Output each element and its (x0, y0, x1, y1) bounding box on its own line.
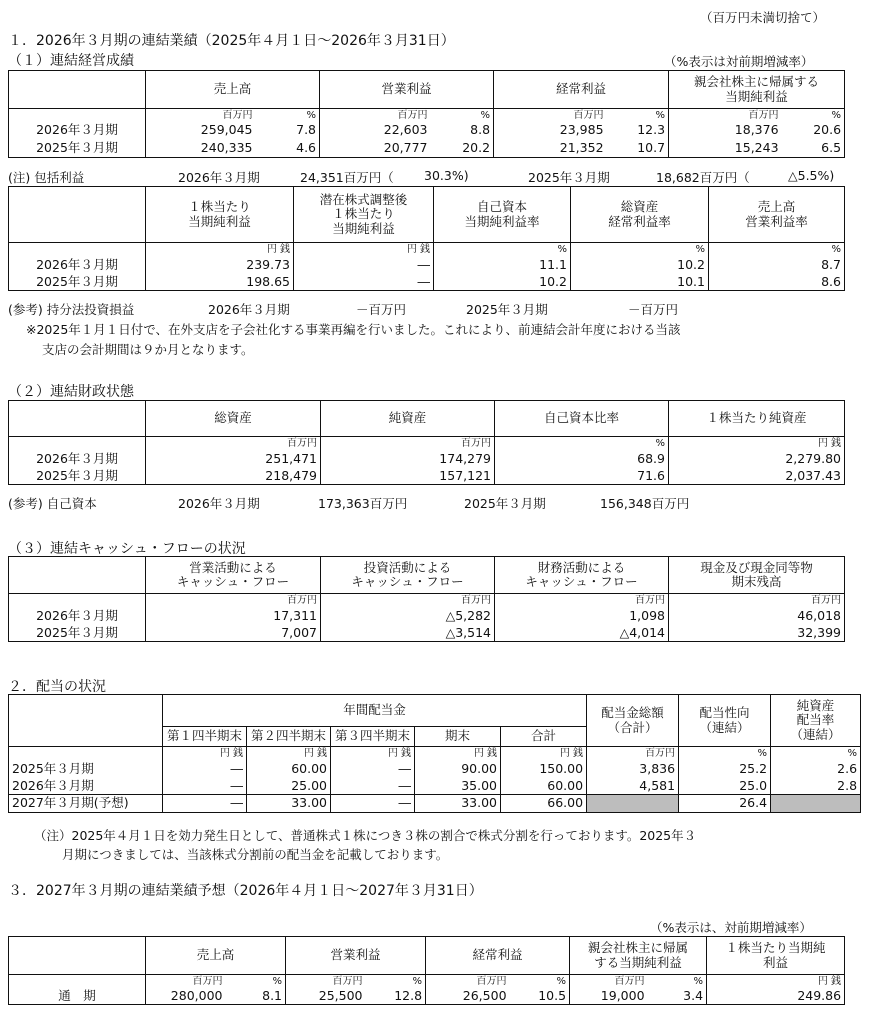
header-doe (771, 695, 861, 747)
header-net-income (570, 937, 707, 975)
unit-pct: % (256, 109, 320, 122)
unit-yen: 円 銭 (163, 747, 247, 761)
cell: 251,471 (146, 451, 321, 468)
cell: 7,007 (146, 625, 321, 642)
header-line: 当期純利益 (332, 220, 395, 236)
cell: ― (294, 257, 434, 274)
equity-note-value2: 156,348百万円 (600, 496, 690, 511)
section1-title: １．2026年３月期の連結業績（2025年４月１日～2026年３月31日） (8, 33, 455, 49)
header-roe (434, 187, 571, 243)
equity-note-label: (参考) 自己資本 (8, 496, 97, 511)
cell: 90.00 (415, 761, 501, 778)
section1-sub-title: （１）連結経営成績 (8, 53, 134, 69)
unit-yen: 円 銭 (707, 975, 845, 988)
header-ordinary-profit: 経常利益 (426, 937, 570, 975)
cell: 6.5 (782, 140, 845, 158)
header-sales: 売上高 (146, 937, 286, 975)
unit-pct: % (709, 243, 845, 257)
header-line: 財務活動による (537, 559, 626, 575)
cell: 2.8 (771, 778, 861, 795)
cell: ― (163, 795, 247, 813)
cell: 8.7 (709, 257, 845, 274)
dividend-note-line2: 月期につきましては、当該株式分割前の配当金を記載しております。 (62, 847, 449, 862)
unit-pct: % (771, 747, 861, 761)
unit-m: 百万円 (222, 109, 253, 121)
comp-income-pct2: △5.5%) (788, 168, 835, 183)
section4-title: ２．配当の状況 (8, 679, 106, 695)
cell: 1,098 (495, 608, 669, 625)
equity-note-period2: 2025年３月期 (464, 496, 546, 511)
unit-yen: 円 銭 (501, 747, 587, 761)
unit-m: 百万円 (192, 975, 223, 987)
cell: 21,352 (494, 140, 607, 158)
comp-income-pct1: 30.3%) (424, 168, 469, 183)
unit-m: 百万円 (614, 975, 645, 987)
cell: 23,985 (559, 122, 604, 138)
cell: 26.4 (679, 795, 771, 813)
unit-m: 百万円 (397, 109, 428, 121)
table-row (9, 451, 845, 468)
cell: 66.00 (501, 795, 587, 813)
cell: 280,000 (146, 988, 226, 1005)
unit-pct: % (782, 109, 845, 122)
section2-title: （２）連結財政状態 (8, 384, 134, 400)
header-line: 利益 (763, 954, 789, 970)
reorg-note-line1: ※2025年１月１日付で、在外支店を子会社化する事業再編を行いました。これにより、前連結会計年度における当該 (26, 322, 681, 337)
unit-yen: 円 銭 (331, 747, 415, 761)
cell: 7.8 (256, 122, 320, 140)
header-line: キャッシュ・フロー (525, 574, 638, 589)
cell: 60.00 (247, 761, 331, 778)
header-operating-cf (146, 557, 321, 594)
cell: 25,500 (286, 988, 366, 1005)
unit-pct: % (607, 109, 669, 122)
section3-title: （３）連結キャッシュ・フローの状況 (8, 541, 246, 557)
row-label: 2026年３月期 (9, 451, 146, 468)
cash-flow-table (8, 556, 845, 642)
row-label: 2025年３月期 (9, 761, 163, 778)
cell: 198.65 (146, 274, 294, 291)
pct-note: （%表示は対前期増減率） (664, 54, 814, 69)
header-blank (9, 71, 146, 109)
unit-m: 百万円 (146, 594, 321, 608)
header-line: （合計） (607, 719, 658, 735)
header-line: キャッシュ・フロー (351, 574, 464, 589)
header-line: 総資産 (620, 199, 659, 215)
equity-method-value1: －百万円 (356, 302, 407, 317)
cell: △4,014 (495, 625, 669, 642)
unit-pct: % (648, 975, 707, 988)
header-net-income-l2: 当期純利益 (725, 88, 788, 104)
cell: 8.1 (226, 988, 286, 1005)
header-total-assets: 総資産 (146, 401, 321, 437)
table-row (9, 257, 845, 274)
unit-yen: 円 銭 (146, 243, 294, 257)
header-line: 現金及び現金同等物 (700, 559, 813, 575)
row-label: 2026年３月期 (9, 122, 146, 140)
cell: 20.2 (431, 140, 494, 158)
header-net-assets: 純資産 (321, 401, 495, 437)
unit-pct: % (679, 747, 771, 761)
cell: 25.00 (247, 778, 331, 795)
unit-m: 百万円 (669, 594, 845, 608)
cell: ― (294, 274, 434, 291)
unit-pct: % (366, 975, 426, 988)
cell: 35.00 (415, 778, 501, 795)
financial-position-table (8, 400, 845, 485)
header-line: １株当たり (332, 206, 395, 222)
header-line: 営業活動による (189, 559, 277, 575)
cell: 150.00 (501, 761, 587, 778)
cell: 8.8 (431, 122, 494, 140)
cell: 218,479 (146, 468, 321, 485)
header-line: 潜在株式調整後 (319, 191, 408, 207)
header-line: 期末残高 (731, 574, 782, 589)
header-sales: 売上高 (146, 71, 320, 109)
comp-income-value1: 24,351百万円（ (300, 170, 394, 185)
row-label: 2025年３月期 (9, 625, 146, 642)
cell: 157,121 (321, 468, 495, 485)
unit-yen: 円 銭 (415, 747, 501, 761)
cell: 46,018 (669, 608, 845, 625)
table-row (9, 140, 845, 158)
cell: 4.6 (256, 140, 320, 158)
per-share-table (8, 186, 845, 291)
cell: ― (163, 761, 247, 778)
cell: 60.00 (501, 778, 587, 795)
unit-m: 百万円 (321, 437, 495, 451)
cell: 18,376 (734, 122, 779, 138)
section5-title: ３．2027年３月期の連結業績予想（2026年４月１日～2027年３月31日） (8, 883, 483, 899)
operating-results-table (8, 70, 845, 158)
header-total: 合計 (501, 727, 587, 747)
header-investing-cf (321, 557, 495, 594)
unit-m: 百万円 (321, 594, 495, 608)
header-line: 当期純利益 (188, 213, 251, 229)
cell: 71.6 (495, 468, 669, 485)
header-line: （連結） (699, 719, 750, 735)
cell: 10.2 (434, 274, 571, 291)
unit-m: 百万円 (495, 594, 669, 608)
header-line: 当期純利益率 (464, 213, 540, 229)
cell: 15,243 (669, 140, 782, 158)
header-operating-profit: 営業利益 (286, 937, 426, 975)
header-operating-margin (709, 187, 845, 243)
header-line: 自己資本 (476, 199, 527, 215)
unit-pct: % (226, 975, 286, 988)
cell: ― (331, 795, 415, 813)
dividend-table (8, 694, 861, 813)
row-label: 2025年３月期 (9, 140, 146, 158)
header-line: 経常利益率 (608, 213, 671, 229)
unit-pct: % (434, 243, 571, 257)
header-roa (571, 187, 709, 243)
forecast-pct-note: （%表示は、対前期増減率） (650, 920, 812, 935)
header-financing-cf (495, 557, 669, 594)
equity-method-period1: 2026年３月期 (208, 302, 290, 317)
header-operating-profit: 営業利益 (320, 71, 494, 109)
header-net-income (669, 71, 845, 109)
cell: 33.00 (415, 795, 501, 813)
unit-m: 百万円 (573, 109, 604, 121)
unit-pct: % (571, 243, 709, 257)
comp-income-label: (注) 包括利益 (8, 170, 85, 185)
header-line: 配当金総額 (601, 705, 664, 721)
cell: 26,500 (426, 988, 510, 1005)
header-line: １株当たり (188, 199, 251, 215)
header-line: キャッシュ・フロー (176, 574, 290, 589)
cell: 4,581 (587, 778, 679, 795)
header-eps (707, 937, 845, 975)
cell: 22,603 (383, 122, 428, 138)
cell: 19,000 (570, 988, 648, 1005)
comp-income-period1: 2026年３月期 (178, 170, 260, 185)
equity-note-period1: 2026年３月期 (178, 496, 260, 511)
unit-note: （百万円未満切捨て） (700, 10, 826, 25)
header-ordinary-profit: 経常利益 (494, 71, 669, 109)
unit-yen: 円 銭 (247, 747, 331, 761)
row-label: 通 期 (9, 988, 146, 1005)
header-bps: １株当たり純資産 (669, 401, 845, 437)
table-row (9, 795, 861, 813)
unit-m: 百万円 (748, 109, 779, 121)
header-net-income-l1: 親会社株主に帰属する (694, 74, 820, 90)
cell: 174,279 (321, 451, 495, 468)
cell: ― (331, 761, 415, 778)
cell: 3,836 (587, 761, 679, 778)
row-label: 2025年３月期 (9, 274, 146, 291)
header-q2: 第２四半期末 (247, 727, 331, 747)
row-label: 2026年３月期 (9, 257, 146, 274)
comp-income-period2: 2025年３月期 (528, 170, 610, 185)
header-eps (146, 187, 294, 243)
cell: 239.73 (146, 257, 294, 274)
cell: 68.9 (495, 451, 669, 468)
cell: 20,777 (320, 140, 431, 158)
cell: △3,514 (321, 625, 495, 642)
header-line: 純資産 (796, 697, 835, 713)
dividend-note-line1: （注）2025年４月１日を効力発生日として、普通株式１株につき３株の割合で株式分割を行っております。2025年３ (34, 828, 697, 843)
row-label: 2027年３月期(予想) (9, 795, 163, 813)
equity-method-label: (参考) 持分法投資損益 (8, 302, 135, 317)
equity-note-value1: 173,363百万円 (318, 496, 408, 511)
table-row (9, 608, 845, 625)
table-row (9, 761, 861, 778)
header-payout-ratio (679, 695, 771, 747)
cell: ― (331, 778, 415, 795)
header-line: 親会社株主に帰属 (588, 940, 689, 956)
row-label: 2026年３月期 (9, 778, 163, 795)
cell: ― (163, 778, 247, 795)
header-line: 営業利益率 (745, 213, 808, 229)
unit-m: 百万円 (146, 437, 321, 451)
header-annual-dividend: 年間配当金 (163, 695, 587, 727)
cell: 3.4 (648, 988, 707, 1005)
cell: 2,279.80 (669, 451, 845, 468)
cell: △5,282 (321, 608, 495, 625)
unit-yen: 円 銭 (294, 243, 434, 257)
table-row (9, 988, 845, 1005)
cell: 2,037.43 (669, 468, 845, 485)
unit-yen: 円 銭 (669, 437, 845, 451)
cell: 20.6 (782, 122, 845, 140)
cell: 10.5 (510, 988, 570, 1005)
row-label: 2025年３月期 (9, 468, 146, 485)
cell: 240,335 (146, 140, 256, 158)
header-equity-ratio: 自己資本比率 (495, 401, 669, 437)
header-line: 売上高 (757, 199, 796, 215)
unit-m: 百万円 (476, 975, 507, 987)
cell: 25.0 (679, 778, 771, 795)
row-label: 2026年３月期 (9, 608, 146, 625)
unit-pct: % (431, 109, 494, 122)
header-line: 配当性向 (699, 705, 750, 721)
cell: 17,311 (146, 608, 321, 625)
header-line: 配当率 (796, 712, 835, 728)
table-row (9, 778, 861, 795)
cell: 10.2 (571, 257, 709, 274)
header-total-dividend (587, 695, 679, 747)
header-line: （連結） (790, 726, 841, 742)
cell: 11.1 (434, 257, 571, 274)
equity-method-value2: －百万円 (628, 302, 679, 317)
unit-m: 百万円 (587, 747, 679, 761)
forecast-table (8, 936, 845, 1005)
cell: 33.00 (247, 795, 331, 813)
comp-income-value2: 18,682百万円（ (656, 170, 750, 185)
table-row (9, 625, 845, 642)
cell: 259,045 (200, 122, 253, 138)
cell: 10.1 (571, 274, 709, 291)
cell-shaded (771, 795, 861, 813)
cell: 25.2 (679, 761, 771, 778)
table-row (9, 468, 845, 485)
header-q3: 第３四半期末 (331, 727, 415, 747)
equity-method-period2: 2025年３月期 (466, 302, 548, 317)
reorg-note-line2: 支店の会計期間は９か月となります。 (42, 342, 254, 357)
cell: 2.6 (771, 761, 861, 778)
cell: 12.3 (607, 122, 669, 140)
table-row (9, 122, 845, 140)
cell: 12.8 (366, 988, 426, 1005)
header-line: １株当たり当期純 (725, 940, 826, 956)
cell: 32,399 (669, 625, 845, 642)
header-q1: 第１四半期末 (163, 727, 247, 747)
cell: 249.86 (707, 988, 845, 1005)
cell: 10.7 (607, 140, 669, 158)
table-row (9, 274, 845, 291)
cell: 8.6 (709, 274, 845, 291)
header-diluted-eps (294, 187, 434, 243)
header-year-end: 期末 (415, 727, 501, 747)
unit-m: 百万円 (332, 975, 363, 987)
header-line: 投資活動による (363, 559, 452, 575)
unit-pct: % (510, 975, 570, 988)
header-cash-ending (669, 557, 845, 594)
cell-shaded (587, 795, 679, 813)
header-line: する当期純利益 (594, 954, 682, 970)
unit-pct: % (495, 437, 669, 451)
